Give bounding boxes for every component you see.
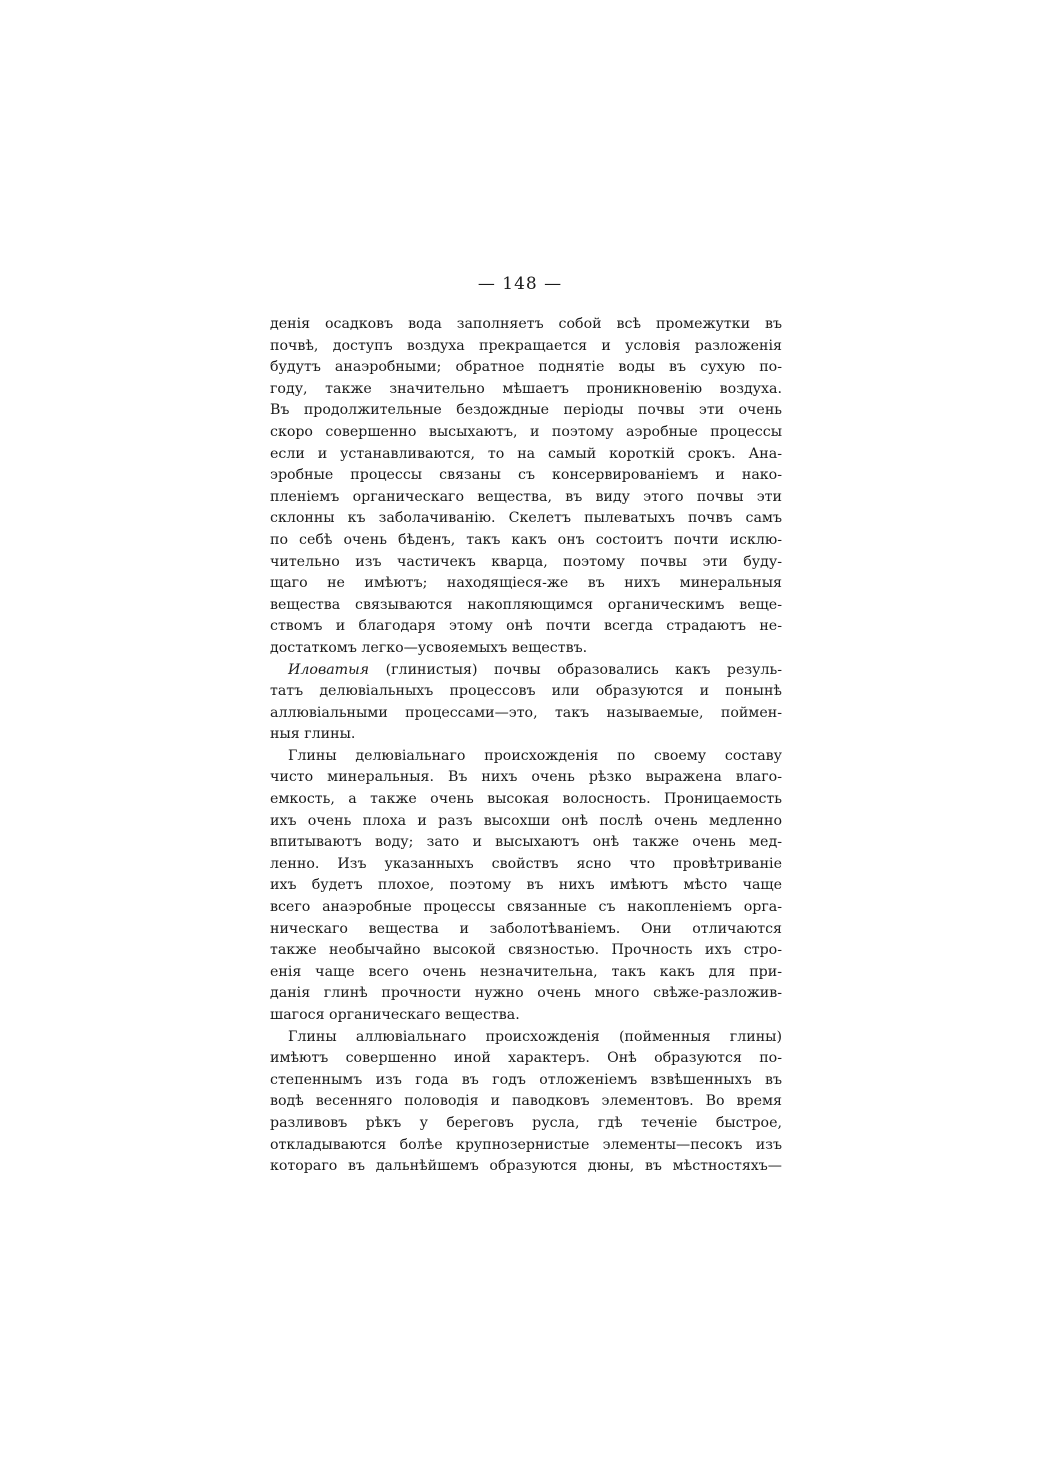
text-line: пленіемъ органическаго вещества, въ виду этого почвы эти [270, 488, 782, 505]
text-line: году, также значительно мѣшаетъ проникновенію воздуха. [270, 380, 782, 397]
text-line: скоро совершенно высыхаютъ, и поэтому аэробные процессы [270, 423, 782, 440]
text-line: Глины делювіальнаго происхожденія по своему составу [288, 747, 782, 764]
body-text [270, 314, 782, 1178]
text-line: если и устанавливаются, то на самый короткій срокъ. Ана- [270, 445, 782, 462]
text-line: чисто минеральныя. Въ нихъ очень рѣзко выражена влаго- [270, 769, 782, 786]
text-line: денія осадковъ вода заполняетъ собой всѣ промежутки въ [270, 316, 782, 332]
text-line: также необычайно высокой связностью. Прочность ихъ стро- [270, 942, 782, 959]
text-line: по себѣ очень бѣденъ, такъ какъ онъ состоитъ почти исклю- [270, 531, 782, 548]
text-line: эробные процессы связаны съ консервированіемъ и нако- [270, 467, 782, 484]
text-line: ныя глины. [270, 726, 356, 743]
text-line: емкость, а также очень высокая волосность. Проницаемость [270, 791, 782, 808]
text-line: достаткомъ легко—усвояемыхъ веществъ. [270, 639, 588, 656]
text-line: имѣютъ совершенно иной характеръ. Онѣ образуются по- [270, 1050, 782, 1067]
paragraph-1 [270, 314, 782, 660]
text-line: татъ делювіальныхъ процессовъ или образуются и понынѣ [270, 683, 782, 700]
paragraph-3 [270, 746, 782, 1027]
text-line: откладываются болѣе крупнозернистые элементы—песокъ изъ [270, 1136, 782, 1153]
text-line: впитываютъ воду; зато и высыхаютъ онѣ также очень мед- [270, 834, 782, 851]
text-line: шагося органическаго вещества. [270, 1007, 520, 1023]
paragraph-2 [270, 660, 782, 746]
text-line: почвѣ, доступъ воздуха прекращается и условія разложенія [270, 337, 782, 354]
text-line: енія чаще всего очень незначительна, такъ какъ для при- [270, 963, 782, 980]
text-line: Въ продолжительные бездождные періоды почвы эти очень [270, 402, 782, 419]
text-line: будутъ анаэробными; обратное поднятіе воды въ сухую по- [270, 359, 782, 376]
text-line: склонны къ заболачиванію. Скелетъ пылеватыхъ почвъ самъ [270, 510, 782, 527]
text-line: данія глинѣ прочности нужно очень много свѣже-разложив- [270, 985, 782, 1002]
text-line: вещества связываются накопляющимся органическимъ веще- [270, 596, 782, 613]
text-line [270, 660, 782, 682]
page-number: — 148 — [477, 274, 563, 294]
text-line: Глины аллювіальнаго происхожденія (пойменныя глины) [288, 1028, 782, 1045]
text-line: разливовъ рѣкъ у береговъ русла, гдѣ теченіе быстрое, [270, 1114, 782, 1131]
text-line: щаго не имѣютъ; находящіеся-же въ нихъ минеральныя [270, 575, 782, 592]
text-line: ническаго вещества и заболотѣваніемъ. Они отличаются [270, 920, 782, 937]
text-line: степеннымъ изъ года въ годъ отложеніемъ взвѣшенныхъ въ [270, 1071, 782, 1088]
text-line: ихъ очень плоха и разъ высохши онѣ послѣ очень медленно [270, 812, 782, 829]
text-line: котораго въ дальнѣйшемъ образуются дюны, въ мѣстностяхъ— [270, 1158, 782, 1175]
text-line: аллювіальными процессами—это, такъ называемые, поймен- [270, 704, 782, 721]
text-span: (глинистыя) почвы образовались какъ резуль- [369, 661, 782, 678]
italic-term: Иловатыя [288, 661, 370, 678]
text-line: ленно. Изъ указанныхъ свойствъ ясно что провѣтриваніе [270, 855, 782, 872]
text-line: водѣ весенняго половодія и паводковъ элементовъ. Во время [270, 1093, 782, 1110]
paragraph-4 [270, 1027, 782, 1178]
text-line: ихъ будетъ плохое, поэтому въ нихъ имѣютъ мѣсто чаще [270, 877, 782, 894]
text-line: чительно изъ частичекъ кварца, поэтому почвы эти буду- [270, 553, 782, 570]
text-line: ствомъ и благодаря этому онѣ почти всегда страдаютъ не- [270, 618, 782, 635]
text-line: всего анаэробные процессы связанные съ накопленіемъ орга- [270, 899, 782, 916]
